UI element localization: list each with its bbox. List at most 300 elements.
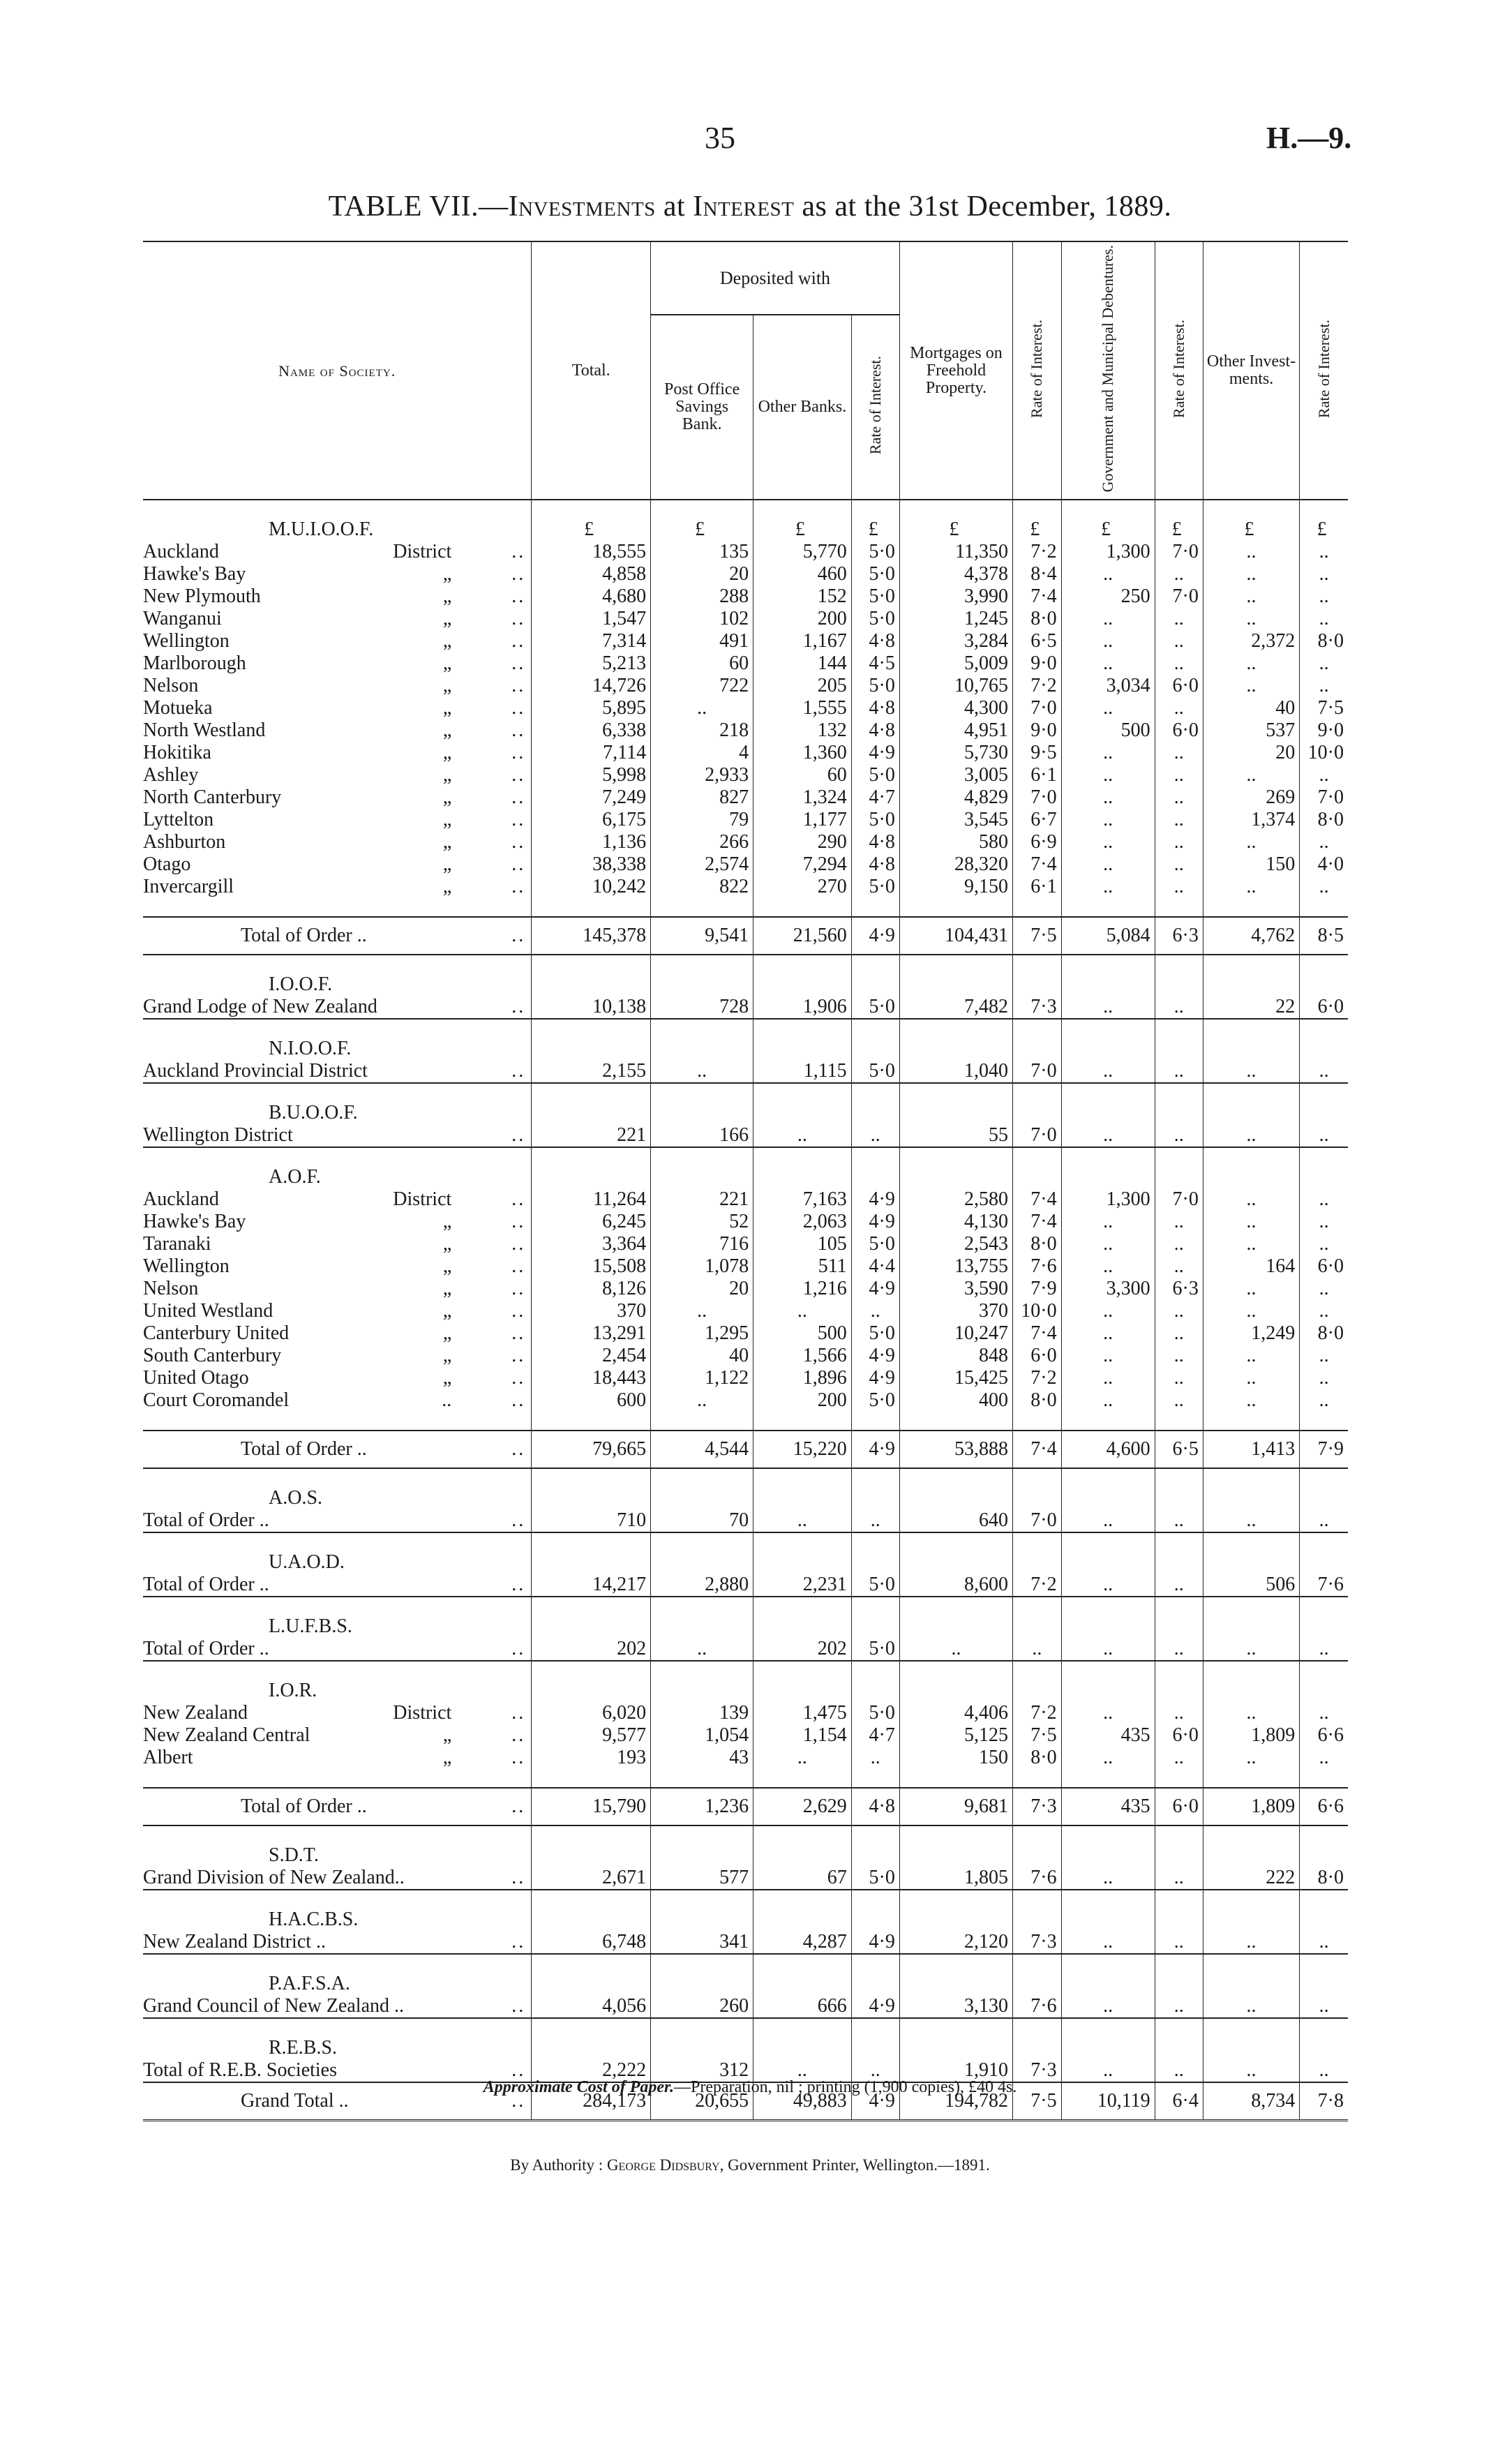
cell: 9,150 bbox=[899, 876, 1012, 898]
cell: 6·0 bbox=[1155, 675, 1203, 697]
cell: .. bbox=[1203, 764, 1299, 786]
cell: 8·0 bbox=[1300, 630, 1348, 652]
cell: 6·7 bbox=[1013, 809, 1062, 831]
cell: 194,782 bbox=[899, 2082, 1012, 2121]
unit-symbol: £ bbox=[1155, 518, 1203, 541]
cell: 5,125 bbox=[899, 1724, 1012, 1747]
cell: 7·3 bbox=[1013, 996, 1062, 1019]
cell: .. bbox=[1155, 1747, 1203, 1769]
table-body bbox=[143, 500, 1348, 2121]
table-row: South Canterbury .. „ 2,454 40 1,566 4·9 848 6·0 .. .. .. .. bbox=[143, 1345, 1348, 1367]
cell: 7·4 bbox=[1013, 853, 1062, 876]
cell: 8·0 bbox=[1013, 1747, 1062, 1769]
cell: 1,300 bbox=[1061, 541, 1155, 563]
cell: 5·0 bbox=[851, 809, 899, 831]
society-name: Lyttelton bbox=[143, 809, 214, 831]
col-other-banks: Other Banks. bbox=[753, 315, 852, 500]
cell: 144 bbox=[753, 652, 852, 675]
cell: 5·0 bbox=[851, 675, 899, 697]
cell: 1,122 bbox=[651, 1367, 753, 1389]
cell: 10,247 bbox=[899, 1322, 1012, 1345]
cell: 640 bbox=[899, 1509, 1012, 1532]
cell: .. bbox=[1203, 563, 1299, 585]
cell: .. bbox=[1300, 563, 1348, 585]
cell: 4·0 bbox=[1300, 853, 1348, 876]
cell: 3,034 bbox=[1061, 675, 1155, 697]
cell: .. bbox=[1061, 1867, 1155, 1890]
unit-symbol: £ bbox=[899, 518, 1012, 541]
cell: 218 bbox=[651, 719, 753, 742]
cell: 7·9 bbox=[1300, 1431, 1348, 1468]
cell: 1,805 bbox=[899, 1867, 1012, 1890]
cell: .. bbox=[1155, 697, 1203, 719]
unit-symbol: £ bbox=[651, 518, 753, 541]
table-row: Grand Lodge of New Zealand .. 10,138 728 1,906 5·0 7,482 7·3 .. .. 22 6·0 bbox=[143, 996, 1348, 1019]
col-rate-1: Rate of Interest. bbox=[851, 315, 899, 500]
cell: .. bbox=[1300, 764, 1348, 786]
cell: .. bbox=[1061, 853, 1155, 876]
cell: 4·4 bbox=[851, 1255, 899, 1278]
cell: 8·5 bbox=[1300, 917, 1348, 955]
cell: .. bbox=[851, 1509, 899, 1532]
cell: .. bbox=[1155, 1322, 1203, 1345]
cell: 7·0 bbox=[1300, 786, 1348, 809]
cell: .. bbox=[1061, 1322, 1155, 1345]
cell: .. bbox=[851, 1124, 899, 1147]
cell: 8·0 bbox=[1013, 1233, 1062, 1255]
cell: 3,300 bbox=[1061, 1278, 1155, 1300]
cell: 260 bbox=[651, 1995, 753, 2018]
row-label: Wellington District bbox=[143, 1124, 293, 1147]
cell: .. bbox=[1155, 1233, 1203, 1255]
cell: 205 bbox=[753, 675, 852, 697]
cell: 1,547 bbox=[532, 608, 651, 630]
cell: 400 bbox=[899, 1389, 1012, 1412]
cell: 8,126 bbox=[532, 1278, 651, 1300]
cell: 460 bbox=[753, 563, 852, 585]
cell: .. bbox=[1155, 786, 1203, 809]
row-label: New Zealand District .. bbox=[143, 1931, 327, 1953]
cell: 250 bbox=[1061, 585, 1155, 608]
unit-symbol: £ bbox=[1061, 518, 1155, 541]
cell: 7·3 bbox=[1013, 2059, 1062, 2082]
cell: 1,216 bbox=[753, 1278, 852, 1300]
cell: 500 bbox=[1061, 719, 1155, 742]
cell: 4,600 bbox=[1061, 1431, 1155, 1468]
cell: 7·2 bbox=[1013, 541, 1062, 563]
cell: .. bbox=[1300, 541, 1348, 563]
cell: 7·0 bbox=[1155, 585, 1203, 608]
cell: .. bbox=[1203, 2059, 1299, 2082]
cell: 7·6 bbox=[1013, 1255, 1062, 1278]
cell: 1,054 bbox=[651, 1724, 753, 1747]
cell: 6·0 bbox=[1155, 1788, 1203, 1825]
cell: .. bbox=[1300, 1367, 1348, 1389]
cell: .. bbox=[1155, 1702, 1203, 1724]
col-post-office: Post Office Savings Bank. bbox=[651, 315, 753, 500]
cell: .. bbox=[753, 1300, 852, 1322]
cost-note: Approximate Cost of Paper.—Preparation, nil ; printing (1,900 copies), £40 4s. bbox=[483, 2078, 1017, 2096]
unit-symbol: £ bbox=[753, 518, 852, 541]
cell: 4,762 bbox=[1203, 917, 1299, 955]
cell: .. bbox=[1203, 876, 1299, 898]
cell: .. bbox=[851, 1747, 899, 1769]
cell: 7·4 bbox=[1013, 1431, 1062, 1468]
cell: .. bbox=[1061, 876, 1155, 898]
cell: 270 bbox=[753, 876, 852, 898]
table-row: Grand Division of New Zealand.. .. 2,671 577 67 5·0 1,805 7·6 .. .. 222 8·0 bbox=[143, 1867, 1348, 1890]
cell: 15,508 bbox=[532, 1255, 651, 1278]
group-label-row bbox=[143, 1973, 1348, 1995]
cell: .. bbox=[1203, 541, 1299, 563]
cell: 4,544 bbox=[651, 1431, 753, 1468]
cell: 848 bbox=[899, 1345, 1012, 1367]
cell: 7·3 bbox=[1013, 1788, 1062, 1825]
cell: 1,154 bbox=[753, 1724, 852, 1747]
cell: .. bbox=[651, 1638, 753, 1661]
society-group-label: S.D.T. bbox=[269, 1844, 319, 1867]
cell: 8,600 bbox=[899, 1574, 1012, 1597]
table-row: New Plymouth .. „ 4,680 288 152 5·0 3,990 7·4 250 7·0 .. .. bbox=[143, 585, 1348, 608]
cell: 5·0 bbox=[851, 1867, 899, 1890]
table-row: Court Coromandel .. .. 600 .. 200 5·0 400 8·0 .. .. .. .. bbox=[143, 1389, 1348, 1412]
cell: 827 bbox=[651, 786, 753, 809]
cell: .. bbox=[1061, 697, 1155, 719]
cell: .. bbox=[1300, 1702, 1348, 1724]
district-mark: „ bbox=[442, 1233, 452, 1255]
cell: 11,350 bbox=[899, 541, 1012, 563]
cell: 577 bbox=[651, 1867, 753, 1890]
cell: 9·0 bbox=[1300, 719, 1348, 742]
cell: 15,425 bbox=[899, 1367, 1012, 1389]
table-row: Otago .. „ 38,338 2,574 7,294 4·8 28,320 7·4 .. .. 150 4·0 bbox=[143, 853, 1348, 876]
cell: 2,372 bbox=[1203, 630, 1299, 652]
cell: 7·2 bbox=[1013, 1574, 1062, 1597]
cell: 435 bbox=[1061, 1788, 1155, 1825]
cell: 7·0 bbox=[1155, 541, 1203, 563]
cell: 7·4 bbox=[1013, 1188, 1062, 1211]
cell: .. bbox=[651, 697, 753, 719]
cell: .. bbox=[1300, 1345, 1348, 1367]
cell: 537 bbox=[1203, 719, 1299, 742]
row-label: Grand Lodge of New Zealand bbox=[143, 996, 377, 1018]
unit-symbol: £ bbox=[1013, 518, 1062, 541]
cell: 284,173 bbox=[532, 2082, 651, 2121]
society-name: Ashley bbox=[143, 764, 199, 786]
cell: 9·0 bbox=[1013, 652, 1062, 675]
group-label-row bbox=[143, 2037, 1348, 2059]
cell: 200 bbox=[753, 608, 852, 630]
cell: .. bbox=[753, 1509, 852, 1532]
cell: 1,374 bbox=[1203, 809, 1299, 831]
table-row: Ashburton .. „ 1,136 266 290 4·8 580 6·9 .. .. .. .. bbox=[143, 831, 1348, 853]
table-row: Lyttelton .. „ 6,175 79 1,177 5·0 3,545 6·7 .. .. 1,374 8·0 bbox=[143, 809, 1348, 831]
cell: 20,655 bbox=[651, 2082, 753, 2121]
cell: .. bbox=[1300, 1931, 1348, 1954]
cell: 7,482 bbox=[899, 996, 1012, 1019]
cell: 506 bbox=[1203, 1574, 1299, 1597]
district-mark: „ bbox=[442, 719, 452, 742]
cell: .. bbox=[1155, 764, 1203, 786]
society-name: Otago bbox=[143, 853, 191, 876]
cell: .. bbox=[1061, 996, 1155, 1019]
society-name: New Zealand Central bbox=[143, 1724, 310, 1747]
cell: 5·0 bbox=[851, 1389, 899, 1412]
cell: 202 bbox=[532, 1638, 651, 1661]
district-mark: „ bbox=[442, 809, 452, 831]
cell: .. bbox=[1300, 1124, 1348, 1147]
district-mark: „ bbox=[442, 831, 452, 853]
society-name: Wellington bbox=[143, 1255, 230, 1278]
cell: 52 bbox=[651, 1211, 753, 1233]
society-name: Nelson bbox=[143, 675, 199, 697]
cell: 6,175 bbox=[532, 809, 651, 831]
cell: 22 bbox=[1203, 996, 1299, 1019]
cell: 7·2 bbox=[1013, 1367, 1062, 1389]
row-label: Total of Order .. bbox=[143, 1509, 269, 1532]
cell: 666 bbox=[753, 1995, 852, 2018]
table-row: Wellington District .. 221 166 .. .. 55 7·0 .. .. .. .. bbox=[143, 1124, 1348, 1147]
cell: .. bbox=[1061, 809, 1155, 831]
cell: 13,755 bbox=[899, 1255, 1012, 1278]
grand-total-row: Grand Total .. .. 284,173 20,655 49,883 4·9 194,782 7·5 10,119 6·4 8,734 7·8 bbox=[143, 2082, 1348, 2121]
society-name: United Westland bbox=[143, 1300, 273, 1322]
cell: .. bbox=[1155, 1509, 1203, 1532]
cell: 4,858 bbox=[532, 563, 651, 585]
row-label: Auckland Provincial District bbox=[143, 1060, 368, 1082]
cell: 20 bbox=[651, 563, 753, 585]
cell: .. bbox=[1300, 675, 1348, 697]
society-name: Court Coromandel bbox=[143, 1389, 290, 1412]
cell: 7·0 bbox=[1013, 1060, 1062, 1083]
cell: .. bbox=[1061, 1574, 1155, 1597]
cell: .. bbox=[651, 1060, 753, 1083]
cell: 6·3 bbox=[1155, 917, 1203, 955]
cell: 4·9 bbox=[851, 1931, 899, 1954]
cell: 312 bbox=[651, 2059, 753, 2082]
table-row: Wanganui .. „ 1,547 102 200 5·0 1,245 8·0 .. .. .. .. bbox=[143, 608, 1348, 630]
cell: .. bbox=[851, 2059, 899, 2082]
cell: 152 bbox=[753, 585, 852, 608]
society-name: Hawke's Bay bbox=[143, 563, 246, 585]
cell: 6·0 bbox=[1300, 1255, 1348, 1278]
group-label-row bbox=[143, 1551, 1348, 1574]
cell: 6·0 bbox=[1300, 996, 1348, 1019]
cell: 4·8 bbox=[851, 831, 899, 853]
cell: 4,056 bbox=[532, 1995, 651, 2018]
cell: .. bbox=[1203, 1124, 1299, 1147]
society-name: Auckland bbox=[143, 541, 219, 563]
society-name: Marlborough bbox=[143, 652, 246, 675]
society-group-label: M.U.I.O.O.F. bbox=[269, 518, 374, 541]
cell: 7,163 bbox=[753, 1188, 852, 1211]
district-mark: „ bbox=[442, 608, 452, 630]
cell: 5·0 bbox=[851, 1233, 899, 1255]
cell: 4,130 bbox=[899, 1211, 1012, 1233]
cell: 10·0 bbox=[1013, 1300, 1062, 1322]
cell: 18,443 bbox=[532, 1367, 651, 1389]
unit-symbol: £ bbox=[1300, 518, 1348, 541]
cell: 10,119 bbox=[1061, 2082, 1155, 2121]
society-name: New Plymouth bbox=[143, 585, 261, 608]
cell: .. bbox=[651, 1300, 753, 1322]
cell: .. bbox=[1061, 652, 1155, 675]
cell: 2,671 bbox=[532, 1867, 651, 1890]
col-government: Government and Municipal Debentures. bbox=[1061, 241, 1155, 500]
cell: 5,009 bbox=[899, 652, 1012, 675]
cell: 14,217 bbox=[532, 1574, 651, 1597]
society-name: Ashburton bbox=[143, 831, 226, 853]
cell: 4,951 bbox=[899, 719, 1012, 742]
cell: 2,880 bbox=[651, 1574, 753, 1597]
society-group-label: B.U.O.O.F. bbox=[269, 1102, 358, 1124]
cell: 511 bbox=[753, 1255, 852, 1278]
col-deposited-with: Deposited with bbox=[651, 241, 900, 315]
district-mark: „ bbox=[442, 585, 452, 608]
society-group-label: A.O.F. bbox=[269, 1166, 321, 1188]
cell: 435 bbox=[1061, 1724, 1155, 1747]
cell: 7·0 bbox=[1013, 1509, 1062, 1532]
cell: 7·6 bbox=[1013, 1867, 1062, 1890]
cell: 28,320 bbox=[899, 853, 1012, 876]
cell: .. bbox=[1061, 786, 1155, 809]
cell: .. bbox=[1155, 996, 1203, 1019]
cell: .. bbox=[1300, 1300, 1348, 1322]
row-label: Total of Order .. bbox=[143, 1638, 269, 1660]
table-row: Taranaki .. „ 3,364 716 105 5·0 2,543 8·0 .. .. .. .. bbox=[143, 1233, 1348, 1255]
cell: 6,338 bbox=[532, 719, 651, 742]
district-mark: „ bbox=[442, 1747, 452, 1769]
society-name: North Canterbury bbox=[143, 786, 282, 809]
cell: 1,475 bbox=[753, 1702, 852, 1724]
cell: .. bbox=[753, 2059, 852, 2082]
cell: 1,236 bbox=[651, 1788, 753, 1825]
society-group-label: I.O.R. bbox=[269, 1680, 317, 1702]
cell: 20 bbox=[1203, 742, 1299, 764]
district-mark: District bbox=[393, 541, 452, 563]
cell: .. bbox=[1061, 1255, 1155, 1278]
cell: 15,220 bbox=[753, 1431, 852, 1468]
col-total: Total. bbox=[532, 241, 651, 500]
cell: 7·0 bbox=[1155, 1188, 1203, 1211]
cell: 5·0 bbox=[851, 764, 899, 786]
cell: .. bbox=[1300, 1747, 1348, 1769]
table-row: Hawke's Bay .. „ 4,858 20 460 5·0 4,378 8·4 .. .. .. .. bbox=[143, 563, 1348, 585]
cell: 6·5 bbox=[1155, 1431, 1203, 1468]
group-label-row bbox=[143, 1038, 1348, 1060]
cell: .. bbox=[1300, 1278, 1348, 1300]
table-row: Hawke's Bay .. „ 6,245 52 2,063 4·9 4,130 7·4 .. .. .. .. bbox=[143, 1211, 1348, 1233]
cell: 1,809 bbox=[1203, 1724, 1299, 1747]
cell: 3,364 bbox=[532, 1233, 651, 1255]
cell: 290 bbox=[753, 831, 852, 853]
col-name-of-society: Name of Society. bbox=[143, 241, 532, 500]
table-row: Motueka .. „ 5,895 .. 1,555 4·8 4,300 7·0 .. .. 40 7·5 bbox=[143, 697, 1348, 719]
cell: 135 bbox=[651, 541, 753, 563]
group-label-row bbox=[143, 1909, 1348, 1931]
cell: .. bbox=[1013, 1638, 1062, 1661]
group-label-row bbox=[143, 1487, 1348, 1509]
table-row: United Otago .. „ 18,443 1,122 1,896 4·9 15,425 7·2 .. .. .. .. bbox=[143, 1367, 1348, 1389]
society-name: Taranaki bbox=[143, 1233, 211, 1255]
cell: 7·6 bbox=[1300, 1574, 1348, 1597]
cell: .. bbox=[1203, 1389, 1299, 1412]
cell: 500 bbox=[753, 1322, 852, 1345]
table-row: United Westland .. „ 370 .. .. .. 370 10·0 .. .. .. .. bbox=[143, 1300, 1348, 1322]
cell: .. bbox=[1203, 831, 1299, 853]
cell: .. bbox=[1203, 608, 1299, 630]
cell: 5·0 bbox=[851, 1638, 899, 1661]
cell: .. bbox=[1203, 585, 1299, 608]
table-row: Invercargill .. „ 10,242 822 270 5·0 9,150 6·1 .. .. .. .. bbox=[143, 876, 1348, 898]
cell: 9,681 bbox=[899, 1788, 1012, 1825]
cell: 6,020 bbox=[532, 1702, 651, 1724]
society-name: Hokitika bbox=[143, 742, 211, 764]
cell: .. bbox=[1155, 1638, 1203, 1661]
cell: 5·0 bbox=[851, 541, 899, 563]
cell: 716 bbox=[651, 1233, 753, 1255]
cell: 722 bbox=[651, 675, 753, 697]
cell: .. bbox=[1155, 876, 1203, 898]
cell: 341 bbox=[651, 1931, 753, 1954]
society-name: North Westland bbox=[143, 719, 266, 742]
cell: 9·5 bbox=[1013, 742, 1062, 764]
total-row: Total of Order .. .. 145,378 9,541 21,560 4·9 104,431 7·5 5,084 6·3 4,762 8·5 bbox=[143, 917, 1348, 955]
cell: .. bbox=[1061, 1060, 1155, 1083]
cell: 1,555 bbox=[753, 697, 852, 719]
cell: 145,378 bbox=[532, 917, 651, 955]
cell: .. bbox=[1061, 742, 1155, 764]
cell: .. bbox=[1300, 1509, 1348, 1532]
cell: .. bbox=[1155, 1345, 1203, 1367]
cell: 2,231 bbox=[753, 1574, 852, 1597]
cell: 60 bbox=[651, 652, 753, 675]
cell: 4·7 bbox=[851, 1724, 899, 1747]
cell: .. bbox=[1300, 608, 1348, 630]
cell: .. bbox=[1061, 831, 1155, 853]
cell: .. bbox=[1300, 1211, 1348, 1233]
district-mark: „ bbox=[442, 1278, 452, 1300]
table-row: Total of Order .. .. 710 70 .. .. 640 7·0 .. .. .. .. bbox=[143, 1509, 1348, 1532]
cell: 4·9 bbox=[851, 742, 899, 764]
society-name: New Zealand bbox=[143, 1702, 248, 1724]
district-mark: District bbox=[393, 1702, 452, 1724]
cell: 9,577 bbox=[532, 1724, 651, 1747]
cell: .. bbox=[1061, 2059, 1155, 2082]
cell: 11,264 bbox=[532, 1188, 651, 1211]
cell: 8·0 bbox=[1300, 809, 1348, 831]
cell: 15,790 bbox=[532, 1788, 651, 1825]
district-mark: „ bbox=[442, 1300, 452, 1322]
cell: .. bbox=[753, 1747, 852, 1769]
district-mark: „ bbox=[442, 675, 452, 697]
cell: .. bbox=[1300, 585, 1348, 608]
cell: 8·0 bbox=[1013, 608, 1062, 630]
cell: 4·8 bbox=[851, 853, 899, 876]
table-row: Canterbury United .. „ 13,291 1,295 500 5·0 10,247 7·4 .. .. 1,249 8·0 bbox=[143, 1322, 1348, 1345]
cell: 1,809 bbox=[1203, 1788, 1299, 1825]
cell: 5,998 bbox=[532, 764, 651, 786]
investments-table bbox=[143, 241, 1348, 2121]
cell: .. bbox=[753, 1124, 852, 1147]
cell: .. bbox=[1203, 1995, 1299, 2018]
table-row: Albert .. „ 193 43 .. .. 150 8·0 .. .. .. .. bbox=[143, 1747, 1348, 1769]
cell: 3,990 bbox=[899, 585, 1012, 608]
cell: 288 bbox=[651, 585, 753, 608]
cell: .. bbox=[1155, 608, 1203, 630]
cell: .. bbox=[1155, 1300, 1203, 1322]
table-row: Nelson .. „ 14,726 722 205 5·0 10,765 7·2 3,034 6·0 .. .. bbox=[143, 675, 1348, 697]
